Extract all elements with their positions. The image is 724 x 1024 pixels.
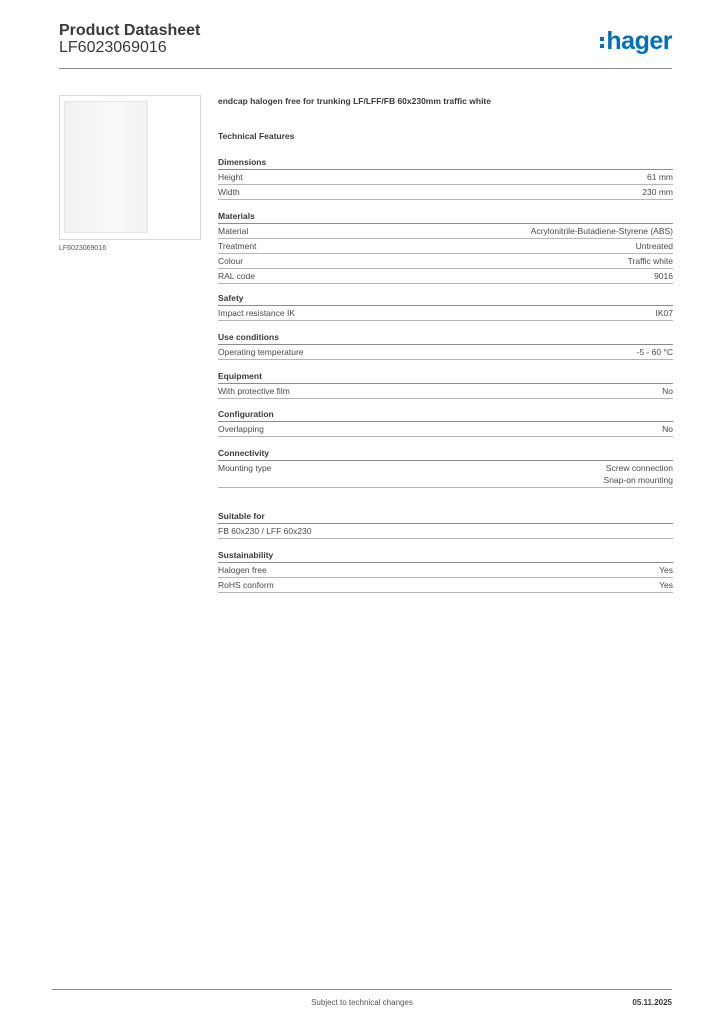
section-sustainability bbox=[218, 549, 673, 593]
image-caption: LF6023069016 bbox=[59, 245, 107, 252]
section-use-conditions bbox=[218, 331, 673, 360]
header-divider bbox=[59, 68, 672, 69]
spec-value bbox=[647, 171, 673, 183]
technical-features-heading: Technical Features bbox=[218, 131, 295, 141]
spec-label: Treatment bbox=[218, 241, 257, 251]
spec-value-line: Untreated bbox=[635, 241, 673, 251]
section-materials bbox=[218, 210, 673, 284]
spec-row bbox=[218, 306, 673, 321]
spec-label: Colour bbox=[218, 256, 244, 266]
spec-row bbox=[218, 345, 673, 360]
spec-row bbox=[218, 170, 673, 185]
spec-value bbox=[659, 564, 673, 576]
footer-date: 05.11.2025 bbox=[632, 998, 672, 1007]
spec-value bbox=[628, 255, 673, 267]
section-configuration bbox=[218, 408, 673, 437]
section-dimensions bbox=[218, 156, 673, 200]
spec-value bbox=[659, 579, 673, 591]
spec-label: Width bbox=[218, 187, 240, 197]
spec-value-line: -5 - 60 °C bbox=[636, 347, 673, 357]
spec-value-line: Snap-on mounting bbox=[603, 475, 673, 485]
spec-value bbox=[662, 385, 673, 397]
spec-value-line: Traffic white bbox=[627, 256, 673, 266]
spec-value-line: 9016 bbox=[654, 271, 673, 281]
product-description: endcap halogen free for trunking LF/LFF/FB 60x230mm traffic white bbox=[218, 96, 491, 106]
spec-row bbox=[218, 269, 673, 284]
spec-label: FB 60x230 / LFF 60x230 bbox=[218, 526, 312, 536]
spec-row bbox=[218, 563, 673, 578]
spec-label: Impact resistance IK bbox=[218, 308, 296, 318]
spec-row bbox=[218, 254, 673, 269]
section-title: Materials bbox=[218, 210, 673, 224]
section-title: Safety bbox=[218, 292, 673, 306]
spec-label: RAL code bbox=[218, 271, 256, 281]
spec-row bbox=[218, 384, 673, 399]
spec-value-line: IK07 bbox=[655, 308, 673, 318]
product-image bbox=[59, 95, 201, 240]
product-code: LF6023069016 bbox=[59, 39, 167, 56]
spec-value bbox=[642, 186, 673, 198]
section-title: Equipment bbox=[218, 370, 673, 384]
footer-divider bbox=[52, 989, 672, 990]
section-title: Suitable for bbox=[218, 510, 673, 524]
spec-value bbox=[531, 225, 673, 237]
spec-value bbox=[637, 346, 673, 358]
spec-value-line: 230 mm bbox=[642, 187, 673, 197]
spec-value bbox=[654, 270, 673, 282]
spec-value-line: No bbox=[662, 386, 673, 396]
spec-value-line: Yes bbox=[659, 580, 673, 590]
spec-value bbox=[656, 307, 674, 319]
logo-dots-icon bbox=[600, 34, 604, 51]
spec-value-line: No bbox=[662, 424, 673, 434]
logo-text: hager bbox=[606, 27, 672, 55]
spec-label: Mounting type bbox=[218, 463, 272, 473]
spec-label: With protective film bbox=[218, 386, 290, 396]
spec-label: Height bbox=[218, 172, 243, 182]
spec-value-line: Screw connection bbox=[605, 463, 673, 473]
footer-note: Subject to technical changes bbox=[311, 998, 413, 1007]
spec-row bbox=[218, 422, 673, 437]
spec-value-line: Yes bbox=[659, 565, 673, 575]
section-equipment bbox=[218, 370, 673, 399]
section-safety bbox=[218, 292, 673, 321]
endcap-product-picture bbox=[64, 101, 148, 233]
page-title: Product Datasheet bbox=[59, 22, 201, 39]
hager-logo bbox=[600, 26, 672, 56]
section-title: Sustainability bbox=[218, 549, 673, 563]
spec-row bbox=[218, 461, 673, 488]
spec-value-line: Acrylonitrile-Butadiene-Styrene (ABS) bbox=[530, 226, 673, 236]
spec-value-line: 61 mm bbox=[647, 172, 673, 182]
spec-label: RoHS conform bbox=[218, 580, 274, 590]
spec-label: Operating temperature bbox=[218, 347, 304, 357]
section-suitable-for bbox=[218, 510, 673, 539]
spec-label: Overlapping bbox=[218, 424, 264, 434]
section-title: Configuration bbox=[218, 408, 673, 422]
spec-label: Material bbox=[218, 226, 249, 236]
spec-value bbox=[636, 240, 673, 252]
section-connectivity bbox=[218, 447, 673, 488]
spec-row bbox=[218, 524, 673, 539]
section-title: Use conditions bbox=[218, 331, 673, 345]
section-title: Connectivity bbox=[218, 447, 673, 461]
spec-row bbox=[218, 239, 673, 254]
spec-label: Halogen free bbox=[218, 565, 267, 575]
spec-row bbox=[218, 578, 673, 593]
section-title: Dimensions bbox=[218, 156, 673, 170]
spec-value bbox=[662, 423, 673, 435]
spec-value bbox=[604, 462, 673, 486]
spec-row bbox=[218, 224, 673, 239]
spec-row bbox=[218, 185, 673, 200]
